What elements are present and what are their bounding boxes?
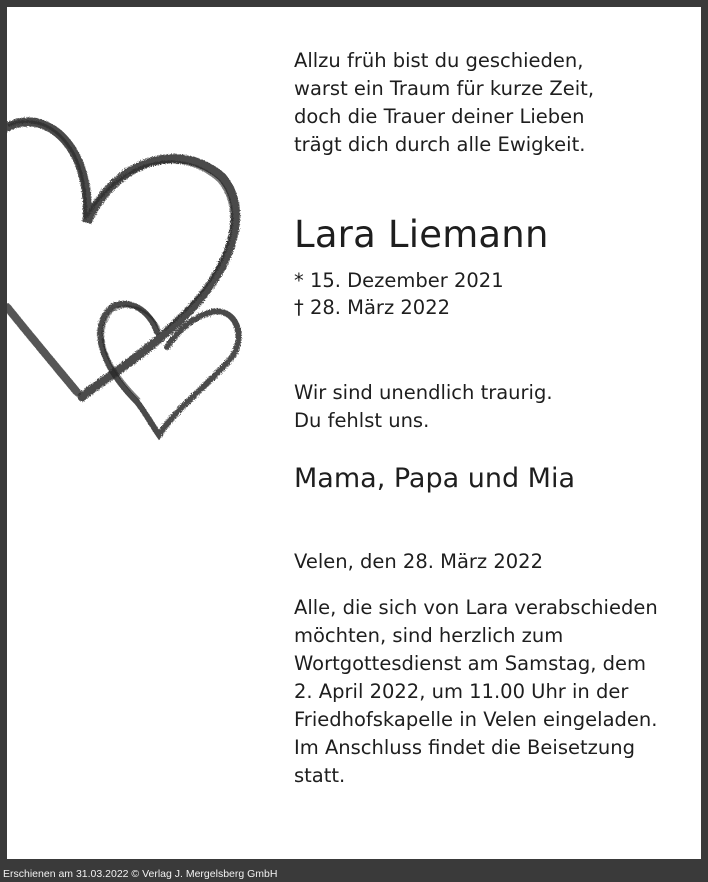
- funeral-invitation: [294, 594, 694, 790]
- verse-line: doch die Trauer deiner Lieben: [294, 105, 585, 128]
- verse-line: Allzu früh bist du geschieden,: [294, 49, 584, 72]
- invitation-line: Wortgottesdienst am Samstag, dem: [294, 652, 647, 675]
- two-hearts-icon: [7, 107, 257, 447]
- message-line: Wir sind unendlich traurig.: [294, 381, 553, 404]
- message: [294, 379, 694, 435]
- message-line: Du fehlst uns.: [294, 409, 430, 432]
- text-column: [294, 47, 694, 790]
- verse: [294, 47, 694, 159]
- verse-line: warst ein Traum für kurze Zeit,: [294, 77, 595, 100]
- deceased-name: Lara Liemann: [294, 213, 549, 256]
- invitation-line: statt.: [294, 764, 346, 787]
- invitation-line: Friedhofskapelle in Velen eingeladen.: [294, 708, 658, 731]
- family-signature: Mama, Papa und Mia: [294, 463, 576, 494]
- invitation-line: Alle, die sich von Lara verabschieden: [294, 596, 658, 619]
- place-date: Velen, den 28. März 2022: [294, 550, 543, 573]
- invitation-line: Im Anschluss findet die Beisetzung: [294, 736, 635, 759]
- birth-date: * 15. Dezember 2021: [294, 269, 504, 292]
- invitation-line: möchten, sind herzlich zum: [294, 624, 564, 647]
- invitation-line: 2. April 2022, um 11.00 Uhr in der: [294, 680, 629, 703]
- life-dates: [294, 267, 694, 321]
- verse-line: trägt dich durch alle Ewigkeit.: [294, 133, 586, 156]
- obituary-card: [7, 7, 701, 859]
- publication-footer: Erschienen am 31.03.2022 © Verlag J. Mergelsberg GmbH: [3, 868, 278, 880]
- death-date: † 28. März 2022: [294, 296, 451, 319]
